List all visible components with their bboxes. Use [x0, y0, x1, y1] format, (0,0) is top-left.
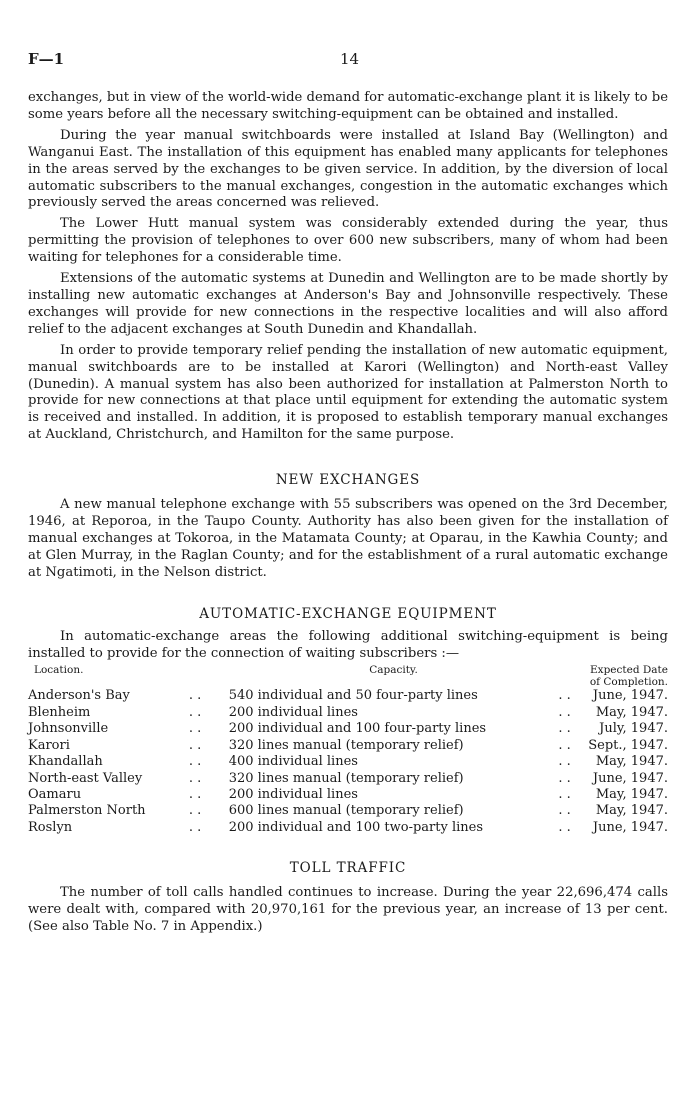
column-header-date-line1: Expected Date	[589, 664, 668, 677]
leader-dots: . .	[188, 754, 202, 770]
date-cell: May, 1947.	[595, 786, 668, 802]
new-exchanges-paragraph: A new manual telephone exchange with 55 subscribers was opened on the 3rd December, 1946, at Reporoa, in the Taupo County. Authority has also been given for the installation of manual exchanges at Tokoroa, in the Matamata County; at Oparau, in the Kawhia County; and at Glen Murray, in the Raglan County; and for the establishment of a rural automatic exchange at Ngatimoti, in the Nelson district.	[28, 497, 668, 580]
leader-dots: . .	[558, 786, 571, 802]
intro-paragraph-1: exchanges, but in view of the world-wide demand for automatic-exchange plant it is likely to be some years before all the necessary switching-equipment can be obtained and installed.	[28, 90, 668, 122]
leader-dots: . .	[558, 721, 571, 737]
automatic-equipment-heading: AUTOMATIC-EXCHANGE EQUIPMENT	[199, 605, 497, 622]
leader-dots: . .	[188, 737, 202, 753]
page-code: F—1	[28, 50, 65, 68]
column-header-capacity: Capacity.	[369, 664, 418, 677]
table-row	[28, 787, 668, 803]
date-cell: July, 1947.	[599, 721, 668, 737]
table-header-row	[28, 664, 668, 688]
toll-traffic-heading: TOLL TRAFFIC	[289, 860, 407, 877]
leader-dots: . .	[188, 704, 202, 720]
toll-traffic-paragraph: The number of toll calls handled continues to increase. During the year 22,696,474 calls were dealt with, compared with 20,970,161 for the previous year, an increase of 13 per cent. (See also Table No. 7 in Appendix.)	[28, 885, 668, 934]
table-row	[28, 688, 668, 704]
equipment-table	[28, 664, 668, 836]
automatic-equipment-paragraph: In automatic-exchange areas the following additional switching-equipment is being installed to provide for the connection of waiting subscribers :—	[28, 628, 668, 661]
capacity-cell: 200 individual lines	[228, 704, 358, 720]
new-exchanges-heading: NEW EXCHANGES	[275, 472, 421, 489]
capacity-cell: 200 individual lines	[228, 786, 358, 802]
capacity-cell: 320 lines manual (temporary relief)	[228, 737, 464, 753]
location-cell: Blenheim	[28, 704, 91, 720]
column-header-date-line2: of Completion.	[589, 676, 668, 689]
leader-dots: . .	[558, 704, 571, 720]
date-cell: May, 1947.	[595, 803, 668, 819]
table-row	[28, 705, 668, 721]
location-cell: Palmerston North	[28, 803, 146, 819]
location-cell: North-east Valley	[28, 770, 143, 786]
leader-dots: . .	[188, 688, 202, 704]
leader-dots: . .	[558, 754, 571, 770]
leader-dots: . .	[188, 770, 202, 786]
leader-dots: . .	[558, 770, 571, 786]
capacity-cell: 200 individual and 100 four-party lines	[228, 721, 487, 737]
date-cell: June, 1947.	[592, 688, 668, 704]
capacity-cell: 320 lines manual (temporary relief)	[228, 770, 464, 786]
location-cell: Anderson's Bay	[28, 688, 130, 704]
table-row	[28, 803, 668, 819]
table-row	[28, 754, 668, 770]
table-row	[28, 738, 668, 754]
date-cell: May, 1947.	[595, 704, 668, 720]
capacity-cell: 540 individual and 50 four-party lines	[228, 688, 478, 704]
table-row	[28, 721, 668, 737]
location-cell: Karori	[28, 737, 70, 753]
leader-dots: . .	[558, 819, 571, 835]
column-header-date	[588, 664, 668, 688]
location-cell: Johnsonville	[28, 721, 109, 737]
leader-dots: . .	[188, 721, 202, 737]
leader-dots: . .	[188, 803, 202, 819]
leader-dots: . .	[188, 819, 202, 835]
date-cell: May, 1947.	[595, 754, 668, 770]
page-body	[28, 90, 668, 936]
table-row	[28, 820, 668, 836]
date-cell: June, 1947.	[592, 770, 668, 786]
intro-paragraph-5: In order to provide temporary relief pending the installation of new automatic equipment, manual switchboards are to be installed at Karori (Wellington) and North-east Valley (Dunedin). A manual system has also been authorized for installation at Palmerston North to provide for new connections at that place until equipment for extending the automatic system is received and installed. In addition, it is proposed to establish temporary manual exchanges at Auckland, Christchurch, and Hamilton for the same purpose.	[28, 342, 668, 443]
location-cell: Roslyn	[28, 819, 73, 835]
table-row	[28, 771, 668, 787]
location-cell: Khandallah	[28, 754, 103, 770]
date-cell: Sept., 1947.	[588, 737, 668, 753]
leader-dots: . .	[558, 803, 571, 819]
intro-paragraph-3: The Lower Hutt manual system was considerably extended during the year, thus permitting the provision of telephones to over 600 new subscribers, many of whom had been waiting for telephones for a considerable time.	[28, 216, 668, 266]
location-cell: Oamaru	[28, 786, 82, 802]
capacity-cell: 400 individual lines	[228, 754, 358, 770]
capacity-cell: 600 lines manual (temporary relief)	[228, 803, 464, 819]
column-header-location: Location.	[34, 664, 84, 677]
leader-dots: . .	[558, 737, 571, 753]
intro-paragraph-4: Extensions of the automatic systems at Dunedin and Wellington are to be made shortly by installing new automatic exchanges at Anderson's Bay and Johnsonville respectively. These exchanges will provide for new connections in the respective localities and will also afford relief to the adjacent exchanges at South Dunedin and Khandallah.	[28, 271, 668, 337]
page-number: 14	[340, 50, 360, 68]
capacity-cell: 200 individual and 100 two-party lines	[228, 819, 484, 835]
date-cell: June, 1947.	[592, 819, 668, 835]
leader-dots: . .	[558, 688, 571, 704]
leader-dots: . .	[188, 786, 202, 802]
intro-paragraph-2: During the year manual switchboards were installed at Island Bay (Wellington) and Wanganui East. The installation of this equipment has enabled many applicants for telephones in the areas served by the exchanges to be given service. In addition, by the diversion of local automatic subscribers to the manual exchanges, congestion in the automatic exchanges which previously served the areas concerned was relieved.	[28, 127, 668, 211]
